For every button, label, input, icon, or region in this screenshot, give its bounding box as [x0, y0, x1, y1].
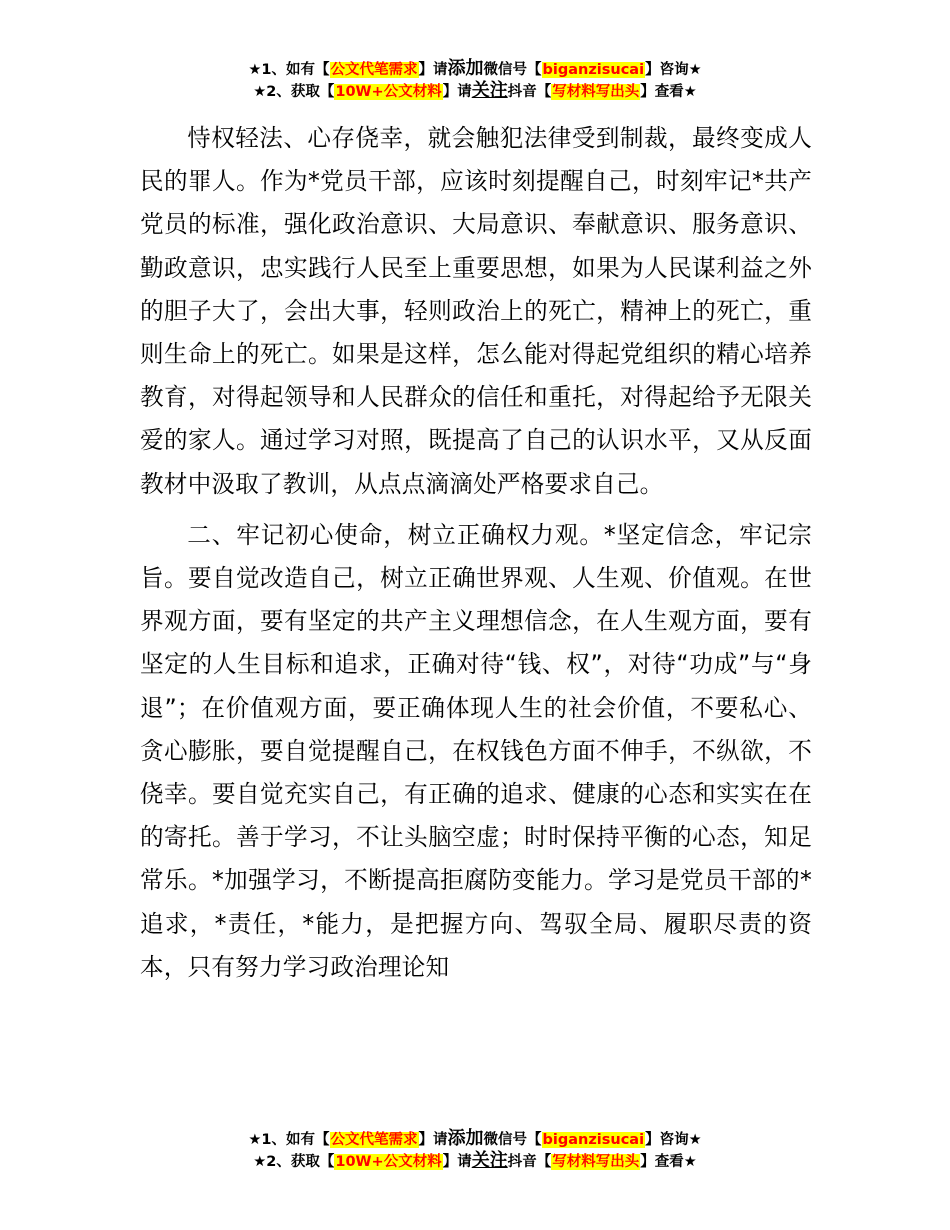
highlight-wechat-id: biganzisucai	[542, 62, 645, 78]
footer-line-1: ★1、如有【公文代笔需求】请添加微信号【biganzisucai】咨询★	[248, 1128, 702, 1149]
header-line-1: ★1、如有【公文代笔需求】请添加微信号【biganzisucai】咨询★	[248, 58, 702, 79]
header-banner	[0, 58, 950, 102]
highlight-service: 公文代笔需求	[330, 62, 418, 78]
footer-line-2: ★2、获取【10W+公文材料】请关注抖音【写材料写出头】查看★	[253, 1150, 697, 1171]
highlight-douyin-id: 写材料写出头	[552, 84, 640, 100]
footer-highlight-service: 公文代笔需求	[330, 1132, 418, 1148]
footer-highlight-douyin-id: 写材料写出头	[552, 1154, 640, 1170]
document-body	[140, 117, 812, 989]
paragraph-1: 恃权轻法、心存侥幸，就会触犯法律受到制裁，最终变成人民的罪人。作为*党员干部，应该时刻提醒自己，时刻牢记*共产党员的标准，强化政治意识、大局意识、奉献意识、服务意识、勤政意识，忠实践行人民至上重要思想，如果为人民谋利益之外的胆子大了，会出大事，轻则政治上的死亡，精神上的死亡，重则生命上的死亡。如果是这样，怎么能对得起党组织的精心培养教育，对得起领导和人民群众的信任和重托，对得起给予无限关爱的家人。通过学习对照，既提高了自己的认识水平，又从反面教材中汲取了教训，从点点滴滴处严格要求自己。	[140, 124, 812, 498]
paragraph-2: 二、牢记初心使命，树立正确权力观。*坚定信念，牢记宗旨。要自觉改造自己，树立正确世界观、人生观、价值观。在世界观方面，要有坚定的共产主义理想信念，在人生观方面，要有坚定的人生目标和追求，正确对待“钱、权”，对待“功成”与“身退”；在价值观方面，要正确体现人生的社会价值，不要私心、贪心膨胀，要自觉提醒自己，在权钱色方面不伸手，不纵欲，不侥幸。要自觉充实自己，有正确的追求、健康的心态和实实在在的寄托。善于学习，不让头脑空虚；时时保持平衡的心态，知足常乐。*加强学习，不断提高拒腐防变能力。学习是党员干部的*追求，*责任，*能力，是把握方向、驾驭全局、履职尽责的资本，只有努力学习政治理论知	[140, 520, 812, 981]
header-line-2: ★2、获取【10W+公文材料】请关注抖音【写材料写出头】查看★	[253, 80, 697, 101]
footer-highlight-materials: 10W+公文材料	[335, 1154, 442, 1170]
footer-banner	[0, 1128, 950, 1172]
highlight-materials: 10W+公文材料	[335, 84, 442, 100]
footer-highlight-wechat-id: biganzisucai	[542, 1132, 645, 1148]
